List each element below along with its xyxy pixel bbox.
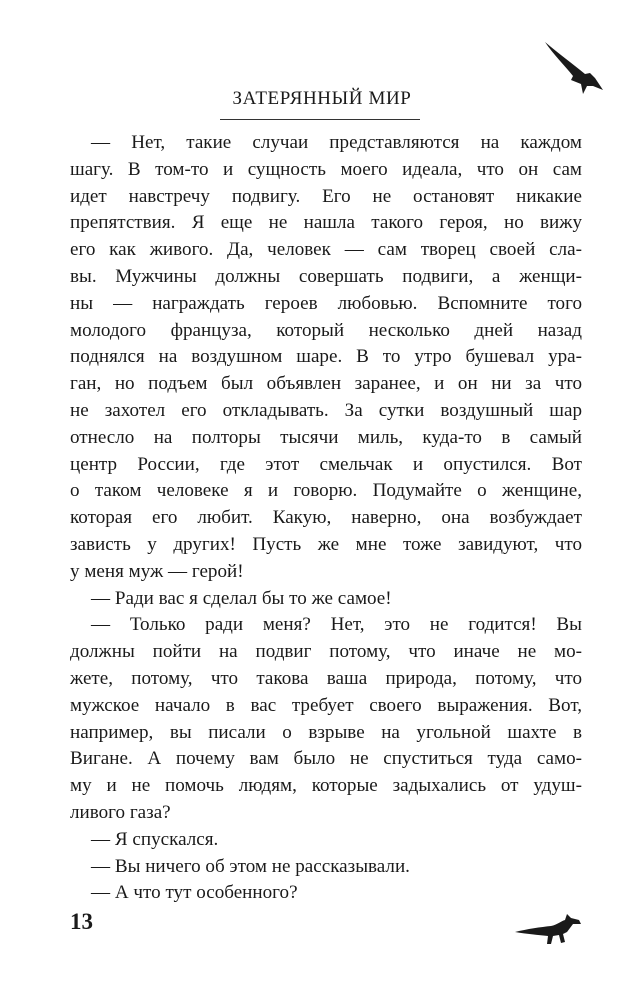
text-line: жете, потому, что такова ваша природа, потому, что — [70, 667, 582, 689]
text-line: мужское начало в вас требует своего выражения. Вот, — [70, 694, 582, 716]
header-rule — [220, 119, 420, 120]
text-line: вы. Мужчины должны совершать подвиги, а женщи- — [70, 265, 582, 287]
text-line: о таком человеке я и говорю. Подумайте о женщине, — [70, 480, 582, 502]
text-line: идет навстречу подвигу. Его не остановят никакие — [70, 185, 582, 207]
page-number: 13 — [70, 909, 93, 934]
text-line: которая его любит. Какую, наверно, она возбуждает — [70, 507, 582, 529]
text-line: препятствия. Я еще не нашла такого героя, но вижу — [70, 212, 582, 234]
text-line: не захотел его откладывать. За сутки воздушный шар — [70, 399, 582, 421]
text-line: например, вы писали о взрыве на угольной шахте в — [70, 721, 582, 743]
body-text — [70, 130, 582, 907]
text-line: Вигане. А почему вам было не спуститься туда само- — [70, 748, 582, 770]
text-line: отнесло на полторы тысячи миль, куда-то в самый — [70, 426, 582, 448]
text-line: поднялся на воздушном шаре. В то утро бушевал ура- — [70, 346, 582, 368]
text-line: му и не помочь людям, которые задыхались от удуш- — [70, 775, 582, 797]
text-line: его как живого. Да, человек — сам творец своей сла- — [70, 239, 582, 261]
text-line: должны пойти на подвиг потому, что иначе не мо- — [70, 641, 582, 663]
text-line: зависть у других! Пусть же мне тоже завидуют, что — [70, 533, 582, 555]
text-line: — Ради вас я сделал бы то же самое! — [91, 587, 392, 609]
text-line: — Вы ничего об этом не рассказывали. — [91, 855, 410, 877]
text-line: ливого газа? — [70, 801, 171, 823]
dinosaur-icon — [513, 912, 583, 946]
text-line: центр России, где этот смельчак и опустился. Вот — [70, 453, 582, 475]
text-line: молодого француза, который несколько дней назад — [70, 319, 582, 341]
text-line: у меня муж — герой! — [70, 560, 244, 582]
text-line: — Нет, такие случаи представляются на каждом — [91, 132, 582, 153]
running-head: ЗАТЕРЯННЫЙ МИР — [232, 88, 412, 109]
text-line: шагу. В том-то и сущность моего идеала, что он сам — [70, 158, 582, 180]
text-line: — Я спускался. — [91, 828, 219, 850]
text-line: — А что тут особенного? — [91, 882, 298, 904]
text-line: — Только ради меня? Нет, это не годится! Вы — [91, 614, 582, 636]
text-line: ны — награждать героев любовью. Вспомните того — [70, 292, 582, 314]
text-line: ган, но подъем был объявлен заранее, и он ни за что — [70, 373, 582, 395]
